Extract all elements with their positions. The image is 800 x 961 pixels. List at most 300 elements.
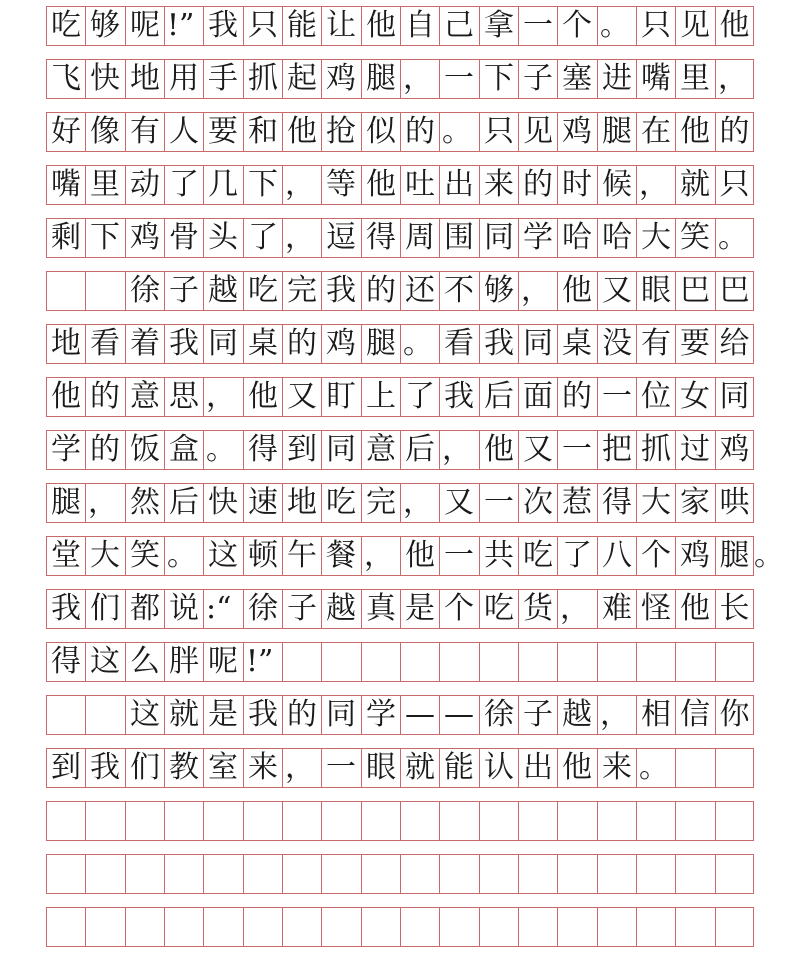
grid-cell (636, 855, 675, 893)
grid-cell: 头 (203, 219, 242, 257)
grid-cell: 人 (164, 113, 203, 151)
grid-cell: 不 (439, 272, 478, 310)
grid-cell (321, 802, 360, 840)
grid-cell: 位 (636, 378, 675, 416)
grid-cell: 腿 (46, 484, 85, 522)
grid-cell: 我 (85, 749, 124, 787)
grid-cell: 他 (715, 7, 754, 45)
grid-cell: 。 (715, 219, 754, 257)
grid-row (46, 483, 754, 523)
grid-cell (675, 908, 714, 946)
grid-row (46, 6, 754, 46)
grid-cell (636, 802, 675, 840)
grid-cell: 完 (282, 272, 321, 310)
grid-cell: 像 (85, 113, 124, 151)
grid-cell: 堂 (46, 537, 85, 575)
grid-cell: 能 (439, 749, 478, 787)
grid-cell: 哈 (597, 219, 636, 257)
grid-cell: 后 (479, 378, 518, 416)
grid-row (46, 695, 754, 735)
grid-cell: 嘴 (636, 60, 675, 98)
grid-cell (164, 802, 203, 840)
grid-cell: 没 (597, 325, 636, 363)
grid-cell (400, 802, 439, 840)
grid-cell: 抢 (321, 113, 360, 151)
grid-cell: 我 (479, 325, 518, 363)
grid-cell: 鸡 (321, 60, 360, 98)
grid-cell (46, 855, 85, 893)
grid-cell: 。 (203, 431, 242, 469)
grid-cell: 嘴 (46, 166, 85, 204)
grid-cell: 笑 (125, 537, 164, 575)
grid-cell: 就 (675, 166, 714, 204)
grid-cell (479, 908, 518, 946)
grid-cell: 信 (675, 696, 714, 734)
grid-cell: 哄 (715, 484, 754, 522)
grid-cell: 他 (243, 378, 282, 416)
grid-cell: 有 (125, 113, 164, 151)
grid-cell: 的 (518, 166, 557, 204)
grid-cell (518, 908, 557, 946)
grid-cell: 相 (636, 696, 675, 734)
grid-cell: 得 (361, 219, 400, 257)
grid-cell: 候 (597, 166, 636, 204)
grid-cell: 一 (597, 378, 636, 416)
grid-cell (321, 908, 360, 946)
grid-cell (479, 855, 518, 893)
grid-cell: 真 (361, 590, 400, 628)
grid-cell: 够 (479, 272, 518, 310)
grid-cell (518, 855, 557, 893)
grid-cell: 飞 (46, 60, 85, 98)
grid-cell (675, 643, 714, 681)
grid-cell: 家 (675, 484, 714, 522)
grid-cell (46, 802, 85, 840)
grid-cell: 的 (361, 272, 400, 310)
grid-cell: 鸡 (321, 325, 360, 363)
grid-cell: 给 (715, 325, 754, 363)
grid-cell: 周 (400, 219, 439, 257)
grid-cell: 还 (400, 272, 439, 310)
grid-cell: 共 (479, 537, 518, 575)
grid-cell: 的 (400, 113, 439, 151)
grid-cell: 子 (282, 590, 321, 628)
grid-cell (164, 908, 203, 946)
grid-cell: 只 (243, 7, 282, 45)
grid-cell: 得 (597, 484, 636, 522)
grid-cell: 在 (636, 113, 675, 151)
grid-cell (321, 855, 360, 893)
grid-cell: 桌 (557, 325, 596, 363)
grid-cell: 几 (203, 166, 242, 204)
grid-cell: 拿 (479, 7, 518, 45)
grid-cell: 大 (85, 537, 124, 575)
grid-cell: 好 (46, 113, 85, 151)
margin-punctuation: 。 (754, 538, 784, 573)
grid-cell: 剩 (46, 219, 85, 257)
grid-cell: 自 (400, 7, 439, 45)
grid-cell: 是 (203, 696, 242, 734)
grid-cell (85, 696, 124, 734)
grid-cell: 完 (361, 484, 400, 522)
grid-cell (597, 908, 636, 946)
grid-cell: 又 (597, 272, 636, 310)
grid-cell: — (439, 696, 478, 734)
grid-row (46, 218, 754, 258)
grid-cell: 餐 (321, 537, 360, 575)
grid-cell: 看 (439, 325, 478, 363)
grid-cell: 大 (636, 219, 675, 257)
grid-cell: 里 (85, 166, 124, 204)
grid-row (46, 59, 754, 99)
grid-cell: 上 (361, 378, 400, 416)
grid-cell: 塞 (557, 60, 596, 98)
grid-cell (125, 908, 164, 946)
grid-row (46, 112, 754, 152)
grid-cell: 到 (46, 749, 85, 787)
grid-cell: 一 (439, 60, 478, 98)
grid-cell: 说 (164, 590, 203, 628)
grid-cell: 越 (557, 696, 596, 734)
grid-cell: 眼 (636, 272, 675, 310)
grid-cell: 了 (557, 537, 596, 575)
grid-cell (243, 855, 282, 893)
grid-cell: 鸡 (125, 219, 164, 257)
grid-cell (400, 643, 439, 681)
grid-cell: 吃 (479, 590, 518, 628)
grid-cell: :“ (203, 590, 242, 628)
grid-cell: 得 (243, 431, 282, 469)
grid-cell: 后 (164, 484, 203, 522)
grid-cell: 面 (518, 378, 557, 416)
grid-cell: 他 (361, 7, 400, 45)
grid-cell: 越 (321, 590, 360, 628)
grid-cell: 用 (164, 60, 203, 98)
grid-cell: 女 (675, 378, 714, 416)
grid-cell (321, 643, 360, 681)
grid-cell: 腿 (715, 537, 754, 575)
grid-cell: 的 (282, 696, 321, 734)
grid-cell: 我 (439, 378, 478, 416)
grid-cell (636, 643, 675, 681)
grid-cell: 胖 (164, 643, 203, 681)
grid-cell: 学 (518, 219, 557, 257)
grid-cell: 怪 (636, 590, 675, 628)
grid-cell: 地 (125, 60, 164, 98)
grid-cell (715, 643, 754, 681)
grid-row (46, 165, 754, 205)
grid-cell (518, 802, 557, 840)
grid-cell: 们 (85, 590, 124, 628)
grid-cell: 笑 (675, 219, 714, 257)
grid-cell: 。 (597, 7, 636, 45)
grid-cell: 他 (557, 272, 596, 310)
grid-row (46, 589, 754, 629)
grid-cell: 腿 (361, 325, 400, 363)
grid-cell: 意 (361, 431, 400, 469)
grid-cell: 他 (46, 378, 85, 416)
grid-cell: 的 (557, 378, 596, 416)
grid-cell: 里 (675, 60, 714, 98)
grid-cell: 己 (439, 7, 478, 45)
grid-cell: 手 (203, 60, 242, 98)
grid-cell: 骨 (164, 219, 203, 257)
grid-cell (46, 272, 85, 310)
grid-cell: 盯 (321, 378, 360, 416)
grid-cell: 了 (164, 166, 203, 204)
grid-cell: 。 (400, 325, 439, 363)
grid-cell: ， (518, 272, 557, 310)
grid-cell: 腿 (597, 113, 636, 151)
grid-cell: 鸡 (675, 537, 714, 575)
grid-cell (597, 855, 636, 893)
grid-cell: 要 (203, 113, 242, 151)
grid-cell: 起 (282, 60, 321, 98)
grid-cell: 一 (557, 431, 596, 469)
grid-cell (675, 855, 714, 893)
grid-cell (282, 855, 321, 893)
grid-row (46, 430, 754, 470)
grid-cell: ， (203, 378, 242, 416)
grid-cell (125, 855, 164, 893)
grid-cell: 子 (518, 60, 557, 98)
grid-cell: 我 (164, 325, 203, 363)
grid-cell: 吃 (243, 272, 282, 310)
grid-cell (400, 908, 439, 946)
grid-cell: 个 (439, 590, 478, 628)
grid-cell: 越 (203, 272, 242, 310)
grid-cell (715, 908, 754, 946)
grid-cell: !” (164, 7, 203, 45)
grid-cell: 要 (675, 325, 714, 363)
grid-cell: 同 (321, 431, 360, 469)
grid-cell: 又 (282, 378, 321, 416)
grid-cell: 盒 (164, 431, 203, 469)
grid-cell: 教 (164, 749, 203, 787)
grid-cell: 学 (46, 431, 85, 469)
grid-cell: 大 (636, 484, 675, 522)
grid-row (46, 324, 754, 364)
grid-cell: 这 (203, 537, 242, 575)
grid-row (46, 377, 754, 417)
grid-cell (439, 855, 478, 893)
grid-cell: ， (400, 60, 439, 98)
grid-cell (46, 696, 85, 734)
grid-cell: 难 (597, 590, 636, 628)
grid-cell (439, 643, 478, 681)
grid-cell (361, 802, 400, 840)
grid-cell: 然 (125, 484, 164, 522)
grid-cell (557, 855, 596, 893)
grid-cell: 似 (361, 113, 400, 151)
grid-cell (46, 908, 85, 946)
grid-cell: 腿 (361, 60, 400, 98)
grid-cell: 巴 (675, 272, 714, 310)
grid-cell: 又 (518, 431, 557, 469)
grid-cell: 这 (125, 696, 164, 734)
grid-cell (361, 908, 400, 946)
grid-cell: 同 (203, 325, 242, 363)
grid-cell: 够 (85, 7, 124, 45)
grid-cell: 顿 (243, 537, 282, 575)
grid-cell: 哈 (557, 219, 596, 257)
grid-cell: 抓 (636, 431, 675, 469)
grid-cell (479, 643, 518, 681)
grid-cell: 得 (46, 643, 85, 681)
grid-cell: 看 (85, 325, 124, 363)
grid-cell: 吃 (518, 537, 557, 575)
grid-cell: 他 (361, 166, 400, 204)
grid-cell (675, 749, 714, 787)
grid-cell (715, 749, 754, 787)
grid-cell: ， (715, 60, 754, 98)
grid-cell: 次 (518, 484, 557, 522)
grid-cell (361, 855, 400, 893)
grid-cell: ， (557, 590, 596, 628)
grid-cell: 我 (46, 590, 85, 628)
grid-cell: 子 (518, 696, 557, 734)
grid-cell (557, 802, 596, 840)
grid-row (46, 536, 784, 576)
grid-cell: 鸡 (715, 431, 754, 469)
grid-cell: 他 (282, 113, 321, 151)
grid-cell: 只 (636, 7, 675, 45)
grid-cell: 午 (282, 537, 321, 575)
grid-cell: 我 (203, 7, 242, 45)
grid-cell: 这 (85, 643, 124, 681)
grid-cell: 的 (282, 325, 321, 363)
grid-cell: 等 (321, 166, 360, 204)
grid-cell: ， (282, 219, 321, 257)
grid-cell: 进 (597, 60, 636, 98)
grid-cell (203, 802, 242, 840)
grid-cell: 就 (400, 749, 439, 787)
grid-cell: 吃 (46, 7, 85, 45)
grid-cell (479, 802, 518, 840)
grid-row (46, 642, 754, 682)
grid-cell: 他 (400, 537, 439, 575)
grid-cell (243, 802, 282, 840)
grid-cell: 意 (125, 378, 164, 416)
grid-cell (164, 855, 203, 893)
grid-cell (203, 855, 242, 893)
grid-cell: 一 (479, 484, 518, 522)
grid-cell: 长 (715, 590, 754, 628)
grid-cell: 和 (243, 113, 282, 151)
grid-cell: 的 (85, 378, 124, 416)
grid-cell: 一 (321, 749, 360, 787)
grid-cell: 了 (400, 378, 439, 416)
grid-cell: 巴 (715, 272, 754, 310)
grid-cell: 快 (85, 60, 124, 98)
grid-cell (557, 908, 596, 946)
grid-cell: 眼 (361, 749, 400, 787)
grid-cell: 能 (282, 7, 321, 45)
grid-cell: 动 (125, 166, 164, 204)
grid-cell: ， (597, 696, 636, 734)
grid-cell (85, 802, 124, 840)
grid-cell: 吃 (321, 484, 360, 522)
grid-cell: 我 (243, 696, 282, 734)
grid-cell: 他 (557, 749, 596, 787)
grid-cell: 来 (479, 166, 518, 204)
grid-cell: !” (243, 643, 282, 681)
grid-cell: 抓 (243, 60, 282, 98)
grid-row (46, 801, 754, 841)
grid-cell: 逗 (321, 219, 360, 257)
grid-cell: ， (636, 166, 675, 204)
grid-cell (400, 855, 439, 893)
grid-cell: 是 (400, 590, 439, 628)
grid-cell: ， (282, 166, 321, 204)
grid-cell: 出 (439, 166, 478, 204)
grid-cell (125, 802, 164, 840)
grid-cell: 饭 (125, 431, 164, 469)
grid-cell (243, 908, 282, 946)
grid-cell: 有 (636, 325, 675, 363)
grid-cell: 见 (675, 7, 714, 45)
grid-cell: 就 (164, 696, 203, 734)
grid-cell: 个 (636, 537, 675, 575)
grid-cell: 了 (243, 219, 282, 257)
grid-cell (715, 855, 754, 893)
grid-cell (597, 802, 636, 840)
grid-cell: 见 (518, 113, 557, 151)
grid-cell: 子 (164, 272, 203, 310)
grid-cell: 呢 (125, 7, 164, 45)
grid-cell (557, 643, 596, 681)
grid-cell: 你 (715, 696, 754, 734)
grid-cell: 都 (125, 590, 164, 628)
grid-cell (439, 802, 478, 840)
grid-cell: 来 (597, 749, 636, 787)
grid-cell: 么 (125, 643, 164, 681)
grid-cell (439, 908, 478, 946)
grid-cell: 时 (557, 166, 596, 204)
grid-cell: 鸡 (557, 113, 596, 151)
grid-cell: 下 (85, 219, 124, 257)
grid-cell: 快 (203, 484, 242, 522)
grid-cell: 货 (518, 590, 557, 628)
grid-cell: 同 (479, 219, 518, 257)
grid-cell: ， (361, 537, 400, 575)
grid-cell (282, 802, 321, 840)
grid-cell: 出 (518, 749, 557, 787)
grid-cell: 他 (675, 113, 714, 151)
grid-cell: 思 (164, 378, 203, 416)
grid-cell (675, 802, 714, 840)
grid-cell: 惹 (557, 484, 596, 522)
grid-cell: 呢 (203, 643, 242, 681)
grid-cell (282, 643, 321, 681)
grid-cell: 让 (321, 7, 360, 45)
grid-cell: 。 (636, 749, 675, 787)
grid-cell: 认 (479, 749, 518, 787)
grid-cell: 后 (400, 431, 439, 469)
grid-cell (85, 272, 124, 310)
grid-cell: 桌 (243, 325, 282, 363)
grid-cell: ， (85, 484, 124, 522)
grid-cell: — (400, 696, 439, 734)
grid-cell: 过 (675, 431, 714, 469)
grid-cell: 到 (282, 431, 321, 469)
grid-cell: 下 (243, 166, 282, 204)
grid-row (46, 907, 754, 947)
grid-cell (85, 855, 124, 893)
grid-row (46, 854, 754, 894)
grid-cell: 只 (479, 113, 518, 151)
grid-cell: 围 (439, 219, 478, 257)
